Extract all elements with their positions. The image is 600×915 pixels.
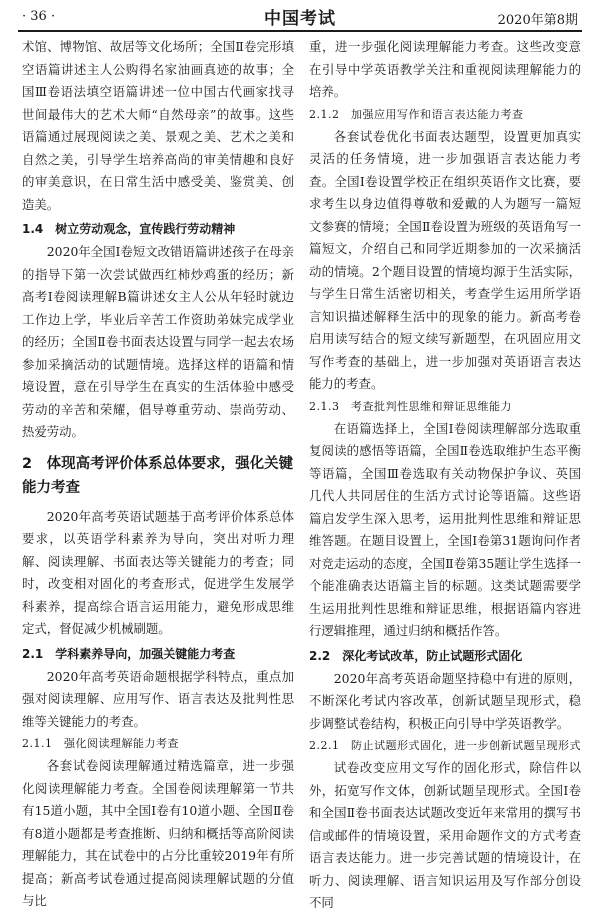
paragraph-continuation: 重，进一步强化阅读理解能力考查。这些改变意在引导中学英语教学关注和重视阅读理解能力的培养。 <box>309 39 581 99</box>
journal-title: 中国考试 <box>264 9 336 29</box>
paragraph-2-2-1: 试卷改变应用文写作的固化形式，除信件以外，拓宽写作文体，创新试题呈现形式。全国Ⅰ卷和全国Ⅱ卷书面表达试题改变近年来常用的撰写书信或邮件的情境设置，采用命题作文的方式考查语言表达能力。进一步完善试题的情境设计，在听力、阅读理解、语言知识运用及写作部分创设不同 <box>309 760 581 910</box>
page-number: · 36 · <box>22 9 56 24</box>
paragraph-2-2: 2020年高考英语命题坚持稳中有进的原则，不断深化考试内容改革，创新试题呈现形式，稳步调整试卷结构，积极正向引导中学英语教学。 <box>309 670 581 731</box>
paragraph-1-4: 2020年全国Ⅰ卷短文改错语篇讲述孩子在母亲的指导下第一次尝试做西红柿炒鸡蛋的经历；新高考Ⅰ卷阅读理解B篇讲述女主人公从年轻时就边工作边上学，毕业后辛苦工作资助弟妹完成学业的经历；全国Ⅱ卷书面表达设置与同学一起去农场参加采摘活动的试题情境。选择这样的语篇和情境设置，意在引导学生在真实的生活体验中感受劳动的辛苦和荣耀，倡导尊重劳动、崇尚劳动、热爱劳动。 <box>22 244 294 439</box>
heading-2-1-3: 2.1.3 考查批判性思维和辩证思维能力 <box>309 399 512 413</box>
right-column <box>309 36 582 910</box>
heading-2-1-1: 2.1.1 强化阅读理解能力考查 <box>22 737 179 750</box>
page-header <box>0 0 600 34</box>
paragraph-2-1-2: 各套试卷优化书面表达题型，设置更加真实灵活的任务情境，进一步加强语言表达能力考查。全国Ⅰ卷设置学校正在组织英语作文比赛，要求考生以身边值得尊敬和爱戴的人为题写一篇短文参赛的情境；全国Ⅱ卷设置为班级的英语角写一篇短文，介绍自己和同学近期参加的一次采摘活动的情境。2个题目设置的情境均源于生活实际，与学生日常生活密切相关，考查学生运用所学语言知识描述解释生活中的现象的能力。新高考卷启用读写结合的短文续写新题型，在巩固应用文写作考查的基础上，进一步加强对英语语言表达能力的考查。 <box>309 128 581 391</box>
heading-2-1-2: 2.1.2 加强应用写作和语言表达能力考查 <box>309 107 524 121</box>
header-rule <box>18 30 582 32</box>
heading-2-2: 2.2 深化考试改革，防止试题形式固化 <box>309 648 523 663</box>
heading-2-2-1: 2.2.1 防止试题形式固化，进一步创新试题呈现形式 <box>309 739 581 752</box>
paragraph-2: 2020年高考英语试题基于高考评价体系总体要求，以英语学科素养为导向，突出对听力理解、阅读理解、书面表达等关键能力的考查；同时，改变相对固化的考查形式，促进学生发展学科素养，提高综合语言运用能力，避免形成思维定式，督促减少机械刷题。 <box>22 508 294 636</box>
heading-1-4: 1.4 树立劳动观念，宣传践行劳动精神 <box>22 222 236 236</box>
paragraph-continuation: 术馆、博物馆、故居等文化场所；全国Ⅱ卷完形填空语篇讲述主人公购得名家油画真迹的故事；全国Ⅲ卷语法填空语篇讲述一位中国古代画家找寻世间最伟大的艺术大师“自然母亲”的故事。这些语篇通过展现阅读之美、景观之美、艺术之美和自然之美，引导学生培养高尚的审美情趣和良好的审美意识，在日常生活中感受美、鉴赏美、创造美。 <box>22 39 294 212</box>
heading-2-1: 2.1 学科素养导向，加强关键能力考查 <box>22 646 236 661</box>
issue-label: 2020年第8期 <box>497 13 578 28</box>
paragraph-2-1-3: 在语篇选择上，全国Ⅰ卷阅读理解部分选取重复阅读的感悟等语篇，全国Ⅱ卷选取维护生态平衡等语篇，全国Ⅲ卷选取有关动物保护争议、英国几代人共同居住的生活方式讨论等语篇。这些语篇启发学生深入思考，运用批判性思维和辩证思维答题。在题目设置上，全国Ⅰ卷第31题询问作者对竞走运动的态度，全国Ⅱ卷第35题让学生选择一个能准确表达语篇主旨的标题。这类试题需要学生运用批判性思维和辩证思维，根据语篇内容进行逻辑推理，通过归纳和概括作答。 <box>309 420 582 638</box>
paragraph-2-1-1: 各套试卷阅读理解通过精选篇章，进一步强化阅读理解能力考查。全国卷阅读理解第一节共有15道小题，其中全国Ⅰ卷有10道小题、全国Ⅱ卷有8道小题都是考查推断、归纳和概括等高阶阅读理解能力，其在试卷中的占分比重较2019年有所提高；新高考试卷通过提高阅读理解试题的分值与比 <box>22 758 294 908</box>
paragraph-2-1: 2020年高考英语命题根据学科特点，重点加强对阅读理解、应用写作、语言表达及批判性思维等关键能力的考查。 <box>22 668 294 729</box>
left-column <box>22 36 294 908</box>
heading-2: 2 体现高考评价体系总体要求，强化关键能力考查 <box>22 455 294 496</box>
